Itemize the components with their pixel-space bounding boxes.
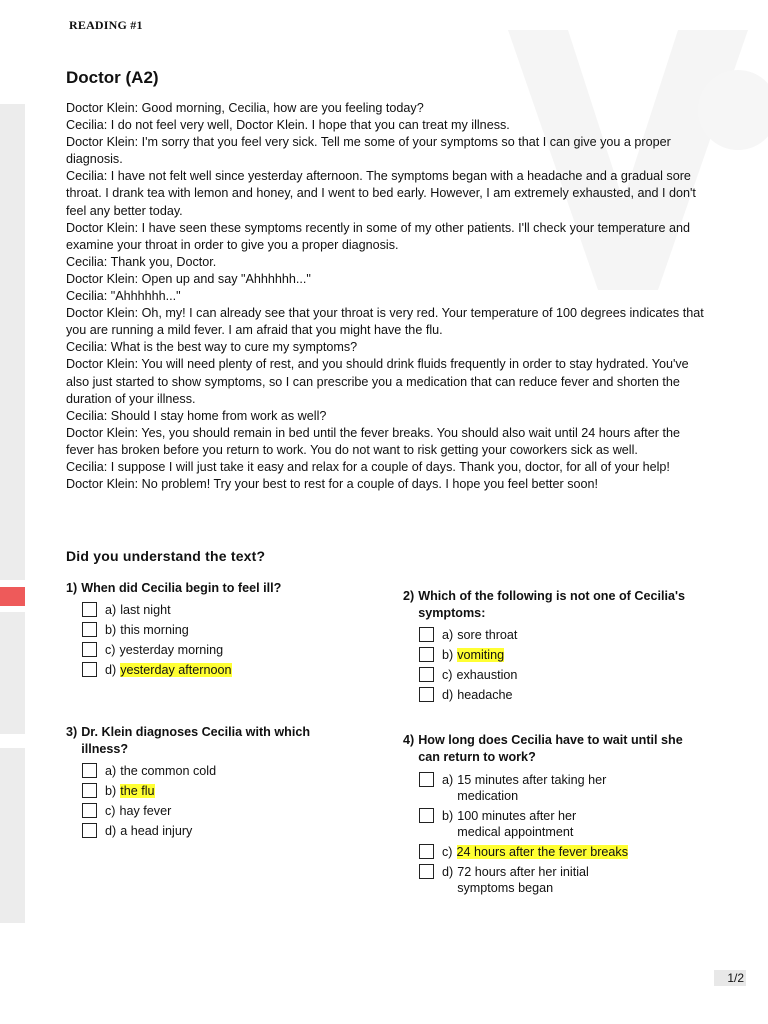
dialogue-line: Cecilia: What is the best way to cure my symptoms? [66,340,358,355]
answer-option [419,667,693,683]
answer-options [419,772,693,896]
dialogue-line: Doctor Klein: No problem! Try your best to rest for a couple of days. I hope you feel better soon! [66,477,599,492]
option-text: 100 minutes after her medical appointment [457,809,577,839]
dialogue-line: Cecilia: I do not feel very well, Doctor Klein. I hope that you can treat my illness. [66,118,510,133]
answer-checkbox[interactable] [82,803,97,818]
answer-checkbox[interactable] [82,642,97,657]
option-letter: d) [442,688,454,702]
answer-checkbox[interactable] [419,687,434,702]
option-text: yesterday morning [119,643,224,657]
option-text: hay fever [119,804,172,818]
answer-option [419,687,693,703]
question-text: How long does Cecilia have to wait until she can return to work? [418,733,683,764]
answer-option [82,642,366,658]
answer-checkbox[interactable] [419,772,434,787]
answer-checkbox[interactable] [419,844,434,859]
dialogue-line: Doctor Klein: Good morning, Cecilia, how are you feeling today? [66,101,424,115]
answer-option [82,622,366,638]
side-accent-marker [0,587,25,606]
option-letter: d) [105,663,117,677]
answer-checkbox[interactable] [82,783,97,798]
option-letter: d) [442,865,454,879]
option-letter: c) [105,804,116,818]
dialogue-text [66,100,706,493]
question-text: Which of the following is not one of Cecilia's symptoms: [418,589,685,620]
option-letter: a) [105,764,117,778]
question-text: Dr. Klein diagnoses Cecilia with which illness? [81,725,311,756]
reading-label: READING #1 [69,18,143,32]
side-strip-middle [0,612,25,734]
dialogue-line: Doctor Klein: I have seen these symptoms recently in some of my other patients. I'll check your temperature and examine your throat in order to give you a proper diagnosis. [66,220,690,252]
option-text-highlighted: 24 hours after the fever breaks [456,845,629,859]
side-strip-bottom [0,748,25,923]
question-number: 3) [66,725,78,739]
answer-option [419,647,693,663]
question-3 [66,724,336,843]
answer-option [419,808,619,840]
question-text: When did Cecilia begin to feel ill? [81,581,282,595]
question-number: 4) [403,733,415,747]
option-letter: c) [105,643,116,657]
comprehension-heading: Did you understand the text? [66,548,266,564]
option-text: a head injury [120,824,193,838]
option-text: sore throat [457,628,518,642]
option-letter: a) [442,773,454,787]
option-letter: b) [105,623,117,637]
option-text: last night [120,603,171,617]
option-letter: c) [442,845,453,859]
answer-option [419,627,693,643]
answer-option [82,783,336,799]
answer-options [419,627,693,703]
option-letter: c) [442,668,453,682]
answer-checkbox[interactable] [82,622,97,637]
answer-checkbox[interactable] [82,662,97,677]
answer-checkbox[interactable] [419,667,434,682]
option-text: 72 hours after her initial symptoms began [457,865,589,895]
option-text: exhaustion [456,668,518,682]
answer-checkbox[interactable] [419,627,434,642]
option-letter: b) [442,648,454,662]
answer-option [82,763,336,779]
option-letter: a) [442,628,454,642]
option-text: headache [457,688,513,702]
dialogue-line: Doctor Klein: You will need plenty of rest, and you should drink fluids frequently in order to stay hydrated. You've also just started to show symptoms, so I can prescribe you a medication that can reduce fever and shorten the duration of your illness. [66,357,689,406]
option-text-highlighted: the flu [120,784,155,798]
question-number: 2) [403,589,415,603]
answer-checkbox[interactable] [419,647,434,662]
option-text-highlighted: yesterday afternoon [120,663,232,677]
dialogue-line: Cecilia: Should I stay home from work as well? [66,408,327,423]
dialogue-line: Doctor Klein: I'm sorry that you feel very sick. Tell me some of your symptoms so that I can give you a proper diagnosis. [66,135,671,167]
answer-option [82,662,366,678]
dialogue-line: Cecilia: "Ahhhhhh..." [66,289,181,304]
answer-option [82,823,336,839]
option-letter: a) [105,603,117,617]
question-2 [403,588,693,707]
dialogue-line: Doctor Klein: Yes, you should remain in bed until the fever breaks. You should also wait until 24 hours after the fever has broken before you return to work. You do not want to risk getting your coworkers sick as well. [66,425,680,457]
answer-option [82,803,336,819]
answer-checkbox[interactable] [82,823,97,838]
option-text-highlighted: vomiting [457,648,505,662]
answer-options [82,602,366,678]
answer-option [82,602,366,618]
answer-options [82,763,336,839]
page-title: Doctor (A2) [66,68,159,87]
option-letter: d) [105,824,117,838]
page-number: 1/2 [714,970,746,986]
answer-checkbox[interactable] [419,808,434,823]
answer-checkbox[interactable] [82,763,97,778]
dialogue-line: Cecilia: I have not felt well since yesterday afternoon. The symptoms began with a headache and a gradual sore throat. I drank tea with lemon and honey, and I went to bed early. However, I am extremely exhausted, and I don't feel any better today. [66,169,696,218]
option-text: this morning [120,623,189,637]
option-text: the common cold [120,764,217,778]
dialogue-line: Doctor Klein: Oh, my! I can already see that your throat is very red. Your temperature of 100 degrees indicates that you are running a mild fever. I am afraid that you might have the flu. [66,306,704,338]
dialogue-line: Cecilia: I suppose I will just take it easy and relax for a couple of days. Thank you, doctor, for all of your help! [66,459,670,474]
question-number: 1) [66,581,78,595]
answer-option [419,864,619,896]
answer-checkbox[interactable] [82,602,97,617]
answer-option [419,844,693,860]
dialogue-line: Doctor Klein: Open up and say "Ahhhhhh..." [66,271,311,286]
option-letter: b) [105,784,117,798]
answer-option [419,772,619,804]
question-1 [66,580,366,682]
question-4 [403,732,693,900]
option-text: 15 minutes after taking her medication [457,773,607,803]
answer-checkbox[interactable] [419,864,434,879]
option-letter: b) [442,809,454,823]
dialogue-line: Cecilia: Thank you, Doctor. [66,254,217,269]
side-strip-top [0,104,25,580]
